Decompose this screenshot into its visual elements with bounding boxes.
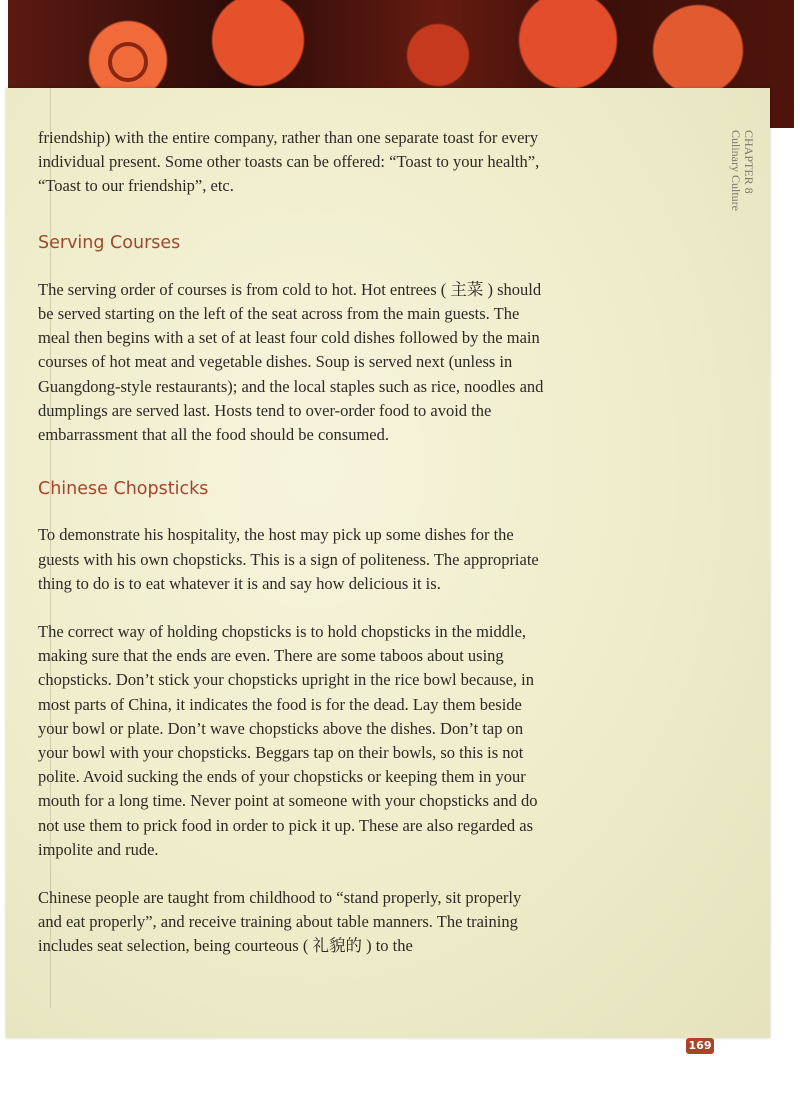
section-heading-serving-courses: Serving Courses xyxy=(38,232,181,253)
page-content xyxy=(38,126,548,959)
lantern-ornament xyxy=(108,42,148,82)
chopsticks-paragraph-3: Chinese people are taught from childhood to “stand properly, sit properly and eat properly”, and receive training about table manners. The training includes seat selection, being courteous ( 礼貌的 ) to the xyxy=(38,888,522,956)
intro-paragraph: friendship) with the entire company, rather than one separate toast for every individual present. Some other toasts can be offered: “Toast to your health”, “Toast to our friendship”, etc. xyxy=(38,128,540,196)
chopsticks-paragraph-1: To demonstrate his hospitality, the host may pick up some dishes for the guests with his own chopsticks. This is a sign of politeness. The appropriate thing to do is to eat whatever it is and say how delicious it is. xyxy=(38,525,539,593)
chapter-title: Culinary Culture xyxy=(729,130,743,211)
serving-courses-paragraph: The serving order of courses is from cold to hot. Hot entrees ( 主菜 ) should be served starting on the left of the seat across from the main guests. The meal then begins with a set of at least four cold dishes followed by the main courses of hot meat and vegetable dishes. Soup is served next (unless in Guangdong-style restaurants); and the local staples such as rice, noodles and dumplings are served last. Hosts tend to over-order food to avoid the embarrassment that all the food should be consumed. xyxy=(38,279,544,445)
chapter-number: CHAPTER 8 xyxy=(742,130,756,194)
chopsticks-paragraph-2: The correct way of holding chopsticks is to hold chopsticks in the middle, making sure that the ends are even. There are some taboos about using chopsticks. Don’t stick your chopsticks upright in the rice bowl because, in most parts of China, it indicates the food is for the dead. Lay them beside your bowl or plate. Don’t wave chopsticks above the dishes. Don’t tap on your bowl with your chopsticks. Beggars tap on their bowls, so this is not polite. Avoid sucking the ends of your chopsticks or keeping them in your mouth for a long time. Never point at someone with your chopsticks and do not use them to prick food in order to pick it up. These are also regarded as impolite and rude. xyxy=(38,622,538,859)
chapter-tab xyxy=(729,130,755,211)
page-number-badge: 169 xyxy=(686,1038,714,1054)
section-heading-chinese-chopsticks: Chinese Chopsticks xyxy=(38,479,209,500)
